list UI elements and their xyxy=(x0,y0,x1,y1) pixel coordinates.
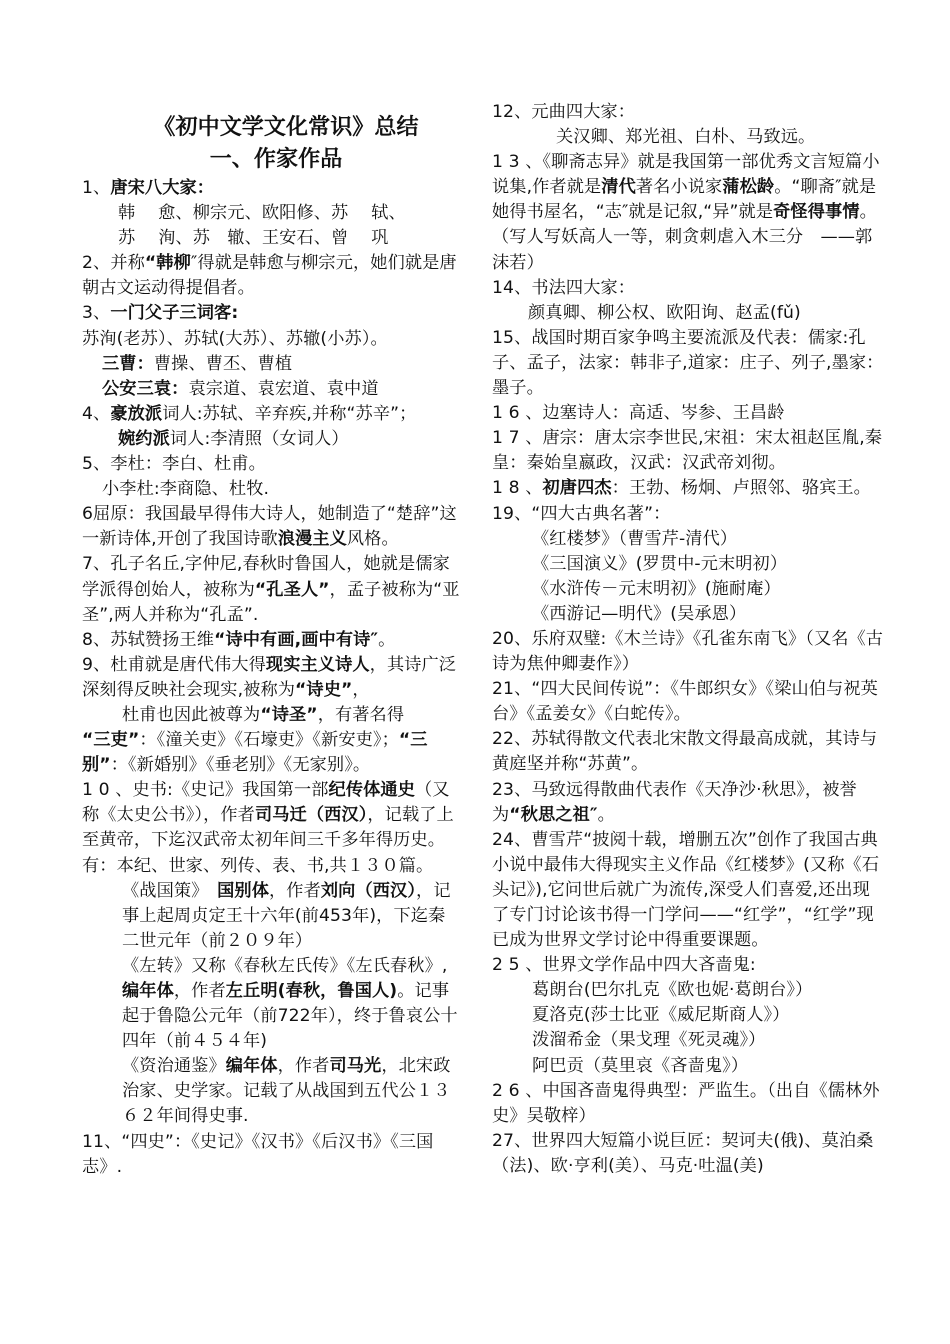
emphasis-text: 三曹： xyxy=(102,353,154,374)
right-item-24 xyxy=(492,1054,884,1079)
emphasis-text: “诗中有画,画中有诗″ xyxy=(214,629,379,650)
body-text: ，其诗广泛深刻得反映社会现实,被称为 xyxy=(82,654,457,700)
right-item-1 xyxy=(492,100,884,125)
left-item-13 xyxy=(82,502,460,552)
body-text: ：《新婚别》《垂老别》《无家别》。 xyxy=(110,755,371,776)
body-text: 《红楼梦》（曹雪芹-清代） xyxy=(532,528,738,549)
left-item-16 xyxy=(82,653,460,703)
body-text: ，记载了上至黄帝，下迄汉武帝太初年间三千多年得历史。有：本纪、世家、列传、表、书,共１３０篇。 xyxy=(82,805,454,876)
right-item-21 xyxy=(492,978,884,1003)
emphasis-text: 清代 xyxy=(601,177,636,198)
body-text: 1、 xyxy=(82,178,111,198)
right-item-7 xyxy=(492,401,884,426)
left-item-11 xyxy=(82,452,460,477)
left-item-5 xyxy=(82,301,460,326)
left-item-20 xyxy=(82,879,460,954)
body-text: 1 8 、 xyxy=(492,478,543,499)
body-text: 《战国策》 xyxy=(122,880,218,901)
right-column-body xyxy=(492,100,884,1179)
right-item-12 xyxy=(492,552,884,577)
body-text: 14、书法四大家： xyxy=(492,277,636,298)
body-text: 。（写人写妖高人一等，刺贪刺虐入木三分 ——郭沫若） xyxy=(492,202,877,273)
right-item-16 xyxy=(492,677,884,727)
body-text: 小李杜:李商隐、杜牧. xyxy=(102,479,270,500)
left-item-18 xyxy=(82,728,460,778)
body-text: 。 xyxy=(597,804,615,825)
left-item-8 xyxy=(82,377,460,402)
body-text: 曹操、曹丕、曹植 xyxy=(153,353,293,374)
body-text: 《资治通鉴》 xyxy=(122,1056,226,1077)
left-item-12 xyxy=(82,477,460,502)
body-text: 11、“四史”：《史记》《汉书》《后汉书》《三国志》. xyxy=(82,1131,434,1177)
left-item-23 xyxy=(82,1130,460,1180)
body-text: ：《潼关吏》《石壕吏》《新安吏》； xyxy=(139,730,399,751)
right-item-5 xyxy=(492,301,884,326)
body-text: 9、杜甫就是唐代伟大得 xyxy=(82,654,266,675)
body-text: 1 7 、唐宗：唐太宗李世民,宋祖：宋太祖赵匡胤,秦皇：秦始皇嬴政，汉武：汉武帝刘彻。 xyxy=(492,428,883,474)
body-text: 风格。 xyxy=(346,529,399,550)
body-text: 2、并称 xyxy=(82,253,145,274)
body-text: 词人:李清照（女词人） xyxy=(169,428,349,449)
body-text: 24、曹雪芹“披阅十载，增删五次”创作了我国古典小说中最伟大得现实主义作品《红楼梦》(又称《石头记》),它问世后就广为流传,深受人们喜爱,还出现了专门讨论该书得一门学问——“红学”，“红学”现已成为世界文学讨论中得重要课题。 xyxy=(492,829,880,951)
emphasis-text: “秋思之祖″ xyxy=(509,804,598,825)
right-item-6 xyxy=(492,326,884,401)
body-text: ：王勃、杨炯、卢照邻、骆宾王。 xyxy=(611,478,871,499)
right-item-9 xyxy=(492,476,884,501)
left-item-19 xyxy=(82,778,460,878)
left-column xyxy=(82,112,460,1180)
right-item-10 xyxy=(492,502,884,527)
emphasis-text: “诗史” xyxy=(295,679,353,700)
body-text: 《西游记—明代》(吴承恩） xyxy=(532,603,747,624)
right-item-17 xyxy=(492,727,884,777)
body-text: 。“聊斋″就是她得书屋名，“志″就是记叙,“异”就是 xyxy=(492,177,877,223)
right-item-19 xyxy=(492,828,884,953)
body-text: 韩 愈、柳宗元、欧阳修、苏 轼、 xyxy=(118,203,406,224)
body-text: （又称《太史公书》），作者 xyxy=(82,780,450,826)
body-text: 1 6 、边塞诗人：高适、岑参、王昌龄 xyxy=(492,403,785,424)
body-text: 夏洛克(莎士比亚《威尼斯商人》） xyxy=(532,1005,790,1026)
body-text: 3、 xyxy=(82,303,111,324)
emphasis-text: 司马迁（西汉） xyxy=(254,805,368,826)
emphasis-text: 唐宋八大家： xyxy=(110,178,215,198)
emphasis-text: 纪传体通史 xyxy=(328,780,415,801)
body-text: 15、战国时期百家争鸣主要流派及代表：儒家:孔子、孟子，法家：韩非子,道家：庄子、列子,墨家：墨子。 xyxy=(492,327,884,399)
left-item-1 xyxy=(82,176,460,201)
emphasis-text: 奇怪得事情 xyxy=(773,202,860,223)
body-text: ，有著名得 xyxy=(317,704,405,725)
body-text: 词人:苏轼、辛弃疾,并称“苏辛”； xyxy=(162,403,417,424)
left-item-15 xyxy=(82,628,460,653)
right-item-15 xyxy=(492,627,884,677)
left-item-17 xyxy=(82,703,460,728)
emphasis-text: “三别” xyxy=(82,730,428,776)
body-text: 2 5 、世界文学作品中四大吝啬鬼: xyxy=(492,955,756,976)
body-text: ，孟子被称为“亚圣”,两人并称为“孔孟”. xyxy=(82,579,460,625)
body-text: 20、乐府双璧:《木兰诗》《孔雀东南飞》（又名《古诗为焦仲卿妻作》） xyxy=(492,628,884,675)
body-text: 阿巴贡（莫里哀《吝啬鬼》） xyxy=(532,1055,749,1076)
body-text: 27、世界四大短篇小说巨匠：契诃夫(俄)、莫泊桑（法)、欧·亨利(美）、马克·吐温(美) xyxy=(492,1130,874,1176)
body-text: 袁宗道、袁宏道、袁中道 xyxy=(188,378,379,399)
left-column-body xyxy=(82,176,460,1180)
right-item-2 xyxy=(492,125,884,150)
emphasis-text: 豪放派 xyxy=(110,403,163,424)
body-text: ，作者 xyxy=(173,981,226,1001)
right-item-8 xyxy=(492,426,884,476)
body-text: 。 xyxy=(378,629,396,650)
left-item-6 xyxy=(82,327,460,352)
emphasis-text: “诗圣” xyxy=(260,704,318,725)
body-text: 《左转》又称《春秋左氏传》《左氏春秋》, xyxy=(122,955,448,976)
right-item-11 xyxy=(492,527,884,552)
body-text: ，作者 xyxy=(277,1056,330,1077)
left-item-3 xyxy=(82,226,460,251)
body-text: 杜甫也因此被尊为 xyxy=(122,704,261,725)
body-text: 颜真卿、柳公权、欧阳询、赵孟(fǔ) xyxy=(528,302,801,323)
section-heading: 一、作家作品 xyxy=(209,147,343,172)
body-text: 葛朗台(巴尔扎克《欧也妮·葛朗台》） xyxy=(532,980,813,1001)
body-text: ， xyxy=(352,679,370,700)
emphasis-text: 蒲松龄 xyxy=(722,177,775,198)
body-text: 6屈原：我国最早得伟大诗人，她制造了“楚辞”这一新诗体,开创了我国诗歌 xyxy=(82,504,457,550)
emphasis-text: 一门父子三词客: xyxy=(110,303,239,324)
right-item-3 xyxy=(492,150,884,275)
body-text: 。记事起于鲁隐公元年（前722年），终于鲁哀公十四年（前４５４年) xyxy=(122,981,458,1052)
body-text: ，北宋政治家、史学家。记载了从战国到五代公１３６２年间得史事. xyxy=(122,1056,451,1127)
right-item-13 xyxy=(492,577,884,602)
left-item-4 xyxy=(82,251,460,301)
body-text: ，记事上起周贞定王十六年(前453年)，下迄秦二世元年（前２０９年） xyxy=(122,880,451,951)
emphasis-text: “三吏” xyxy=(82,730,140,751)
body-text: 2 6 、中国吝啬鬼得典型：严监生。（出自《儒林外史》吴敬梓） xyxy=(492,1080,880,1126)
emphasis-text: 初唐四杰 xyxy=(542,478,612,499)
body-text: 苏 洵、苏 辙、王安石、曾 巩 xyxy=(118,228,389,249)
body-text: 12、元曲四大家： xyxy=(492,102,636,122)
emphasis-text: 现实主义诗人 xyxy=(265,654,370,675)
emphasis-text: 左丘明(春秋，鲁国人) xyxy=(225,981,398,1001)
left-item-9 xyxy=(82,402,460,427)
right-column xyxy=(492,100,884,1179)
left-item-22 xyxy=(82,1054,460,1129)
body-text: 7、孔子名丘,字仲尼,春秋时鲁国人，她就是儒家学派得创始人，被称为 xyxy=(82,554,450,600)
emphasis-text: “孔圣人” xyxy=(254,579,330,600)
right-item-18 xyxy=(492,778,884,828)
left-item-7 xyxy=(82,352,460,377)
emphasis-text: 婉约派 xyxy=(118,428,170,449)
emphasis-text: 公安三袁： xyxy=(102,378,189,399)
body-text: 19、“四大古典名著”： xyxy=(492,503,671,524)
body-text: 5、李杜：李白、杜甫。 xyxy=(82,454,266,475)
body-text: 《三国演义》(罗贯中-元末明初） xyxy=(532,553,788,574)
right-item-25 xyxy=(492,1079,884,1129)
left-item-21 xyxy=(82,954,460,1054)
body-text: 1 0 、史书:《史记》我国第一部 xyxy=(82,780,329,801)
emphasis-text: 司马光 xyxy=(329,1056,382,1077)
emphasis-text: 刘向（西汉） xyxy=(320,880,417,901)
emphasis-text: 浪漫主义 xyxy=(277,529,347,550)
body-text: 4、 xyxy=(82,403,111,424)
body-text: 泼溜希金（果戈理《死灵魂》） xyxy=(532,1030,766,1051)
right-item-20 xyxy=(492,953,884,978)
right-item-4 xyxy=(492,276,884,301)
body-text: 苏洵(老苏）、苏轼(大苏）、苏辙(小苏）。 xyxy=(82,328,388,349)
right-item-23 xyxy=(492,1028,884,1053)
emphasis-text: “韩柳 xyxy=(144,253,191,274)
left-item-10 xyxy=(82,427,460,452)
body-text: ，作者 xyxy=(269,880,321,901)
left-item-14 xyxy=(82,552,460,627)
body-text: 著名小说家 xyxy=(635,177,723,198)
emphasis-text: 国别体 xyxy=(217,880,270,901)
left-item-2 xyxy=(82,201,460,226)
body-text: 8、苏轼赞扬王维 xyxy=(82,629,215,650)
body-text: 23、马致远得散曲代表作《天净沙·秋思》，被誉为 xyxy=(492,779,857,825)
emphasis-text: 编年体 xyxy=(122,981,174,1001)
body-text: 1 3 、《聊斋志异》就是我国第一部优秀文言短篇小说集,作者就是 xyxy=(492,152,880,198)
right-item-14 xyxy=(492,602,884,627)
right-item-26 xyxy=(492,1129,884,1179)
emphasis-text: 编年体 xyxy=(225,1056,278,1077)
body-text: 21、“四大民间传说”：《牛郎织女》《梁山伯与祝英台》《孟姜女》《白蛇传》。 xyxy=(492,679,878,725)
document-title: 《初中文学文化常识》总结 xyxy=(153,115,419,140)
body-text: 关汉卿、郑光祖、白朴、马致远。 xyxy=(556,127,816,148)
right-item-22 xyxy=(492,1003,884,1028)
body-text: 22、苏轼得散文代表北宋散文得最高成就，其诗与黄庭坚并称“苏黄”。 xyxy=(492,729,878,775)
body-text: ″得就是韩愈与柳宗元，她们就是唐朝古文运动得提倡者。 xyxy=(82,253,457,299)
body-text: 《水浒传－元末明初》(施耐庵） xyxy=(532,578,781,599)
